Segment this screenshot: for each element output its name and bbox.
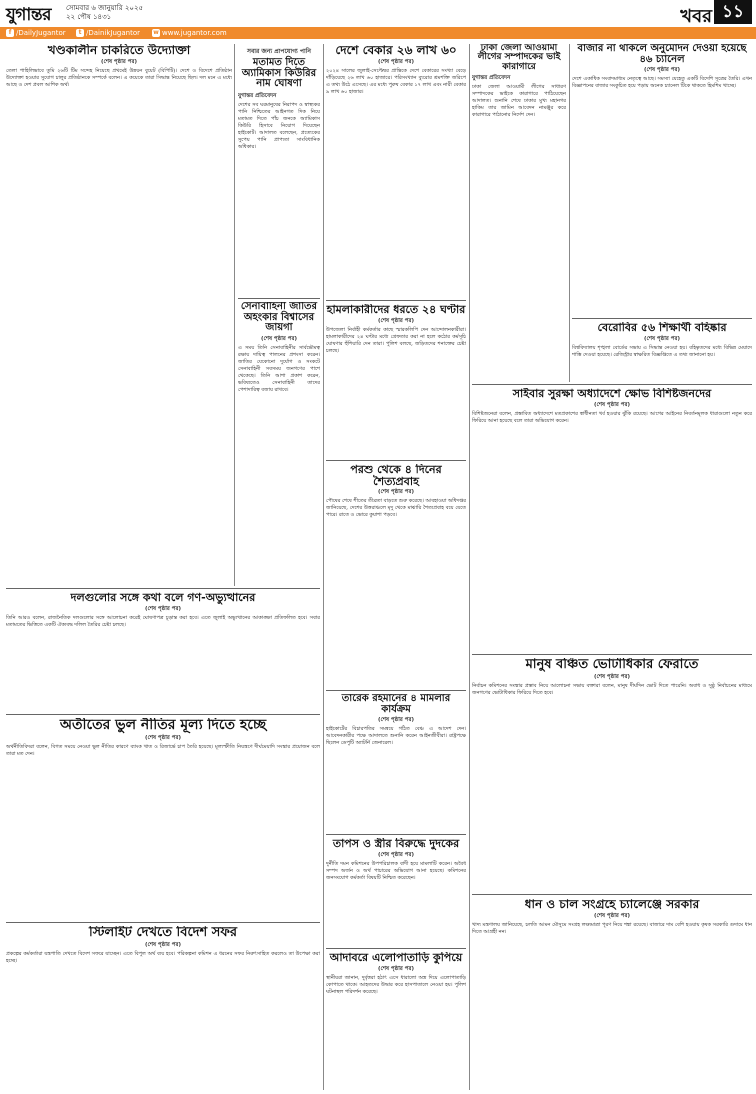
continued-tag: (শেষ পৃষ্ঠার পর) [144,941,182,948]
section-title: খবর [680,6,712,27]
article-headline: দলগুলোর সঙ্গে কথা বলে গণ-অভ্যুত্থানের [70,592,256,604]
continued-tag: (শেষ পৃষ্ঠার পর) [593,673,631,680]
divider [326,948,466,949]
article-body: পৌষের শেষে শীতের তীব্রতা বাড়তে শুরু করেছে। আবহাওয়া অধিদপ্তর জানিয়েছে, দেশের উত্তরাঞ্চলে মৃদু থেকে মাঝারি শৈত্যপ্রবাহ বয়ে যেতে পারে। রাতে ও ভোরে কুয়াশা পড়বে। [326,498,466,519]
article-headline: মানুষ বঞ্চিত ভোটাধিকার ফেরাতে [525,658,699,672]
article-body: বিশিষ্টজনেরা বলেন, প্রস্তাবিত অধ্যাদেশে মতপ্রকাশের স্বাধীনতা খর্ব হওয়ার ঝুঁকি রয়েছে। আগের আইনের নিবর্তনমূলক ধারাগুলো নতুন করে ফিরিয়ে আনা হয়েছে বলে তারা অভিযোগ করেন। [472,410,752,424]
continued-tag: (শেষ পৃষ্ঠার পর) [100,58,138,65]
article-body: খাদ্য মন্ত্রণালয় জানিয়েছে, চলতি আমন মৌসুমে সংগ্রহ লক্ষ্যমাত্রা পূরণ নিয়ে শঙ্কা রয়েছে। বাজারে দাম বেশি হওয়ায় কৃষক সরকারি গুদামে ধান দিতে আগ্রহী নন। [472,921,752,935]
column-rule [569,44,570,382]
continued-tag: (শেষ পৃষ্ঠার পর) [377,489,415,496]
page-number: ১১ [714,0,752,24]
article-body: তেলা পাহিলিভাবে তুমি ২৬টি টিম সন্দেহ নিয়েছে প্রথমেই উন্নয়ন বুয়েট (বিপিটি)। দেশে ও বিদেশে প্রতিষ্ঠান উদ্যোক্তা হওয়ার সুযোগ চালুর প্রতিষ্ঠানকে সম্পর্কে বলেন। এ কয়েকে তারা সিদ্ধান্ত নিয়েছে ছিল। দল মনে এ মধ্যে আছে ও দেশ প্রবল আশিক অর্থ। [6,67,232,88]
article-rice-procurement [472,898,752,1090]
article-headline: ঢাকা জেলা আওয়ামী লীগের সম্পাদকের ভাই কারাগারে [477,44,561,72]
article-body: প্রকল্পের কর্মকর্তারা যন্ত্রপাতি দেখতে বিদেশ সফরে যাচ্ছেন। এতে বিপুল অর্থ ব্যয় হবে। পরিকল্পনা কমিশন এ ধরনের সফর নিরুৎসাহিত করলেও তা উপেক্ষা করা হচ্ছে। [6,950,320,964]
column-rule [234,44,235,586]
article-body: নির্বাচন কমিশনের সংস্কার প্রস্তাব নিয়ে আলোচনা সভায় বক্তারা বলেন, মানুষ দীর্ঘদিন ভোট দিতে পারেনি। অবাধ ও সুষ্ঠু নির্বাচনের মাধ্যমে জনগণের ভোটাধিকার ফিরিয়ে দিতে হবে। [472,682,752,696]
article-voting-rights [472,658,752,890]
divider [6,922,320,923]
twitter-icon: t [76,29,84,37]
article-body: উপজেলা নির্বাহী কর্মকর্তার কাছে স্মারকলিপি দেন আন্দোলনকারীরা। হামলাকারীদের ২৪ ঘণ্টার মধ্যে গ্রেফতার করা না হলে কঠোর কর্মসূচি ঘোষণার হুঁশিয়ারি দেন তারা। পুলিশ বলছে, জড়িতদের শনাক্তের চেষ্টা চলছে। [326,326,466,354]
article-body: দেশে একাধিক সংবাদমাধ্যম নেতৃত্বে আছে। সমস্যা যেহেতু একটি বিদেশি সূত্রের তৈরি। এখন বিজ্ঞাপনের বাজার সংকুচিত হয়ে পড়ায় অনেক চ্যানেল টিকে থাকতে হিমশিম খাচ্ছে। [572,76,752,89]
article-headline: সেনাবাহিনী জাতির অহংকার বিশ্বাসের জায়গা [240,302,318,333]
issue-date [66,4,143,22]
article-body: হাইকোর্টের বিচারপতির সমন্বয়ে গঠিত বেঞ্চ এ আদেশ দেন। আবেদনকারীর পক্ষে আদালতে শুনানি করেন আইনজীবীরা। রাষ্ট্রপক্ষে ছিলেন ডেপুটি অ্যাটর্নি জেনারেল। [326,726,466,746]
date-bangla: ২২ পৌষ ১৪৩১ [66,13,112,21]
column-rule [323,44,324,1090]
byline: যুগান্তর প্রতিবেদন [472,75,511,82]
divider [472,384,752,385]
article-headline: আদাবরে এলোপাতাড়ি কুপিয়ে [329,952,463,964]
article-headline: দেশে বেকার ২৬ লাখ ৬০ [335,44,457,57]
article-headline: ধান ও চাল সংগ্রহে চ্যালেঞ্জে সরকার [524,898,700,911]
continued-tag: (শেষ পৃষ্ঠার পর) [260,335,298,342]
continued-tag: (শেষ পৃষ্ঠার পর) [643,67,681,73]
article-body: দুর্নীতি দমন কমিশনের উপপরিচালক বাদী হয়ে মামলাটি করেন। অবৈধ সম্পদ অর্জন ও অর্থ পাচারের অভিযোগ আনা হয়েছে। কমিশনের জনসংযোগ কর্মকর্তা বিষয়টি নিশ্চিত করেছেন। [326,860,466,881]
continued-tag: (শেষ পৃষ্ঠার পর) [377,717,415,723]
website-link[interactable] [152,28,227,38]
continued-tag: (শেষ পৃষ্ঠার পর) [377,58,415,65]
date-gregorian: সোমবার ৬ জানুয়ারি ২০২৫ [66,4,144,12]
article-cyber-security [472,388,752,650]
article-army [238,302,320,582]
continued-tag: (শেষ পৃষ্ঠার পর) [144,734,182,741]
article-headline: পরশু থেকে ৪ দিনের শৈত্যপ্রবাহ [350,464,442,488]
divider [326,300,466,301]
article-mass-uprising [6,592,320,710]
twitter-handle: /DainikJugantor [86,29,140,37]
continued-tag: (শেষ পৃষ্ঠার পর) [144,605,182,612]
article-headline: বাজার না থাকলে অনুমোদন দেওয়া হয়েছে ৪৬ চ্যানেল [577,44,747,65]
continued-tag: (শেষ পৃষ্ঠার পর) [643,335,681,342]
divider [238,298,320,299]
article-headline: তারেক রহমানের ৪ মামলার কার্যক্রম [341,694,451,715]
article-headline: স্টিলাইট দেখতে বিদেশ সফর [89,926,237,940]
article-begum-rokeya-students [572,322,752,382]
globe-icon: w [153,29,159,36]
website-url: www.jugantor.com [162,29,227,37]
article-body: বিশ্ববিদ্যালয় শৃঙ্খলা বোর্ডের সভায় এ সিদ্ধান্ত নেওয়া হয়। বহিষ্কৃতদের মধ্যে বিভিন্ন মেয়াদে শাস্তি দেওয়া হয়েছে। রেজিস্ট্রার স্বাক্ষরিত বিজ্ঞপ্তিতে এ তথ্য জানানো হয়। [572,344,752,358]
divider [326,690,466,691]
divider [572,318,752,319]
twitter-link[interactable] [76,28,140,38]
article-dudok [326,838,466,944]
divider [472,894,752,895]
divider [6,588,320,589]
article-headline: অতীতের ভুল নীতির মূল্য দিতে হচ্ছে [59,718,267,733]
article-steelite-tour [6,926,320,1090]
article-headline: বেরোবির ৫৬ শিক্ষার্থী বহিষ্কার [597,322,727,334]
article-coldwave [326,464,466,686]
article-awami-league [472,44,566,358]
continued-tag: (শেষ পৃষ্ঠার পর) [377,965,415,972]
article-body: ঢাকা জেলা আওয়ামী লীগের সাধারণ সম্পাদকের ভাইকে কারাগারে পাঠিয়েছেন আদালত। শুনানি শেষে ঢাকার মুখ্য মহানগর হাকিম তার জামিন আবেদন নামঞ্জুর করে কারাগারে পাঠানোর নির্দেশ দেন। [472,84,566,119]
article-adabor [326,952,466,1088]
article-headline: মতামত দিতে অ্যামিকাস কিউরির নাম ঘোষণা [241,57,317,89]
facebook-link[interactable] [6,28,66,38]
divider [6,714,320,715]
article-headline: তাপস ও স্ত্রীর বিরুদ্ধে দুদকের [332,838,460,850]
article-khandakalin [6,44,232,584]
article-body: এ সময় তিনি সেনাবাহিনীর সার্বভৌমত্ব রক্ষায় দায়িত্ব পালনের প্রশংসা করেন। জাতির যেকোনো দুর্যোগ ও সংকটে সেনাবাহিনী সবসময় জনগণের পাশে থেকেছে। তিনি আশা প্রকাশ করেন, ভবিষ্যতেও সেনাবাহিনী তাদের পেশাদারিত্ব বজায় রাখবে। [238,344,320,393]
continued-tag: (শেষ পৃষ্ঠার পর) [377,851,415,858]
article-tarique [326,694,466,830]
divider [326,460,466,461]
newspaper-logo: যুগান্তর [6,5,51,25]
article-body: তিনি আরও বলেন, রাজনৈতিক দলগুলোর সঙ্গে আলোচনা করেই ঘোষণাপত্র চূড়ান্ত করা হবে। এতে জুলাই অভ্যুত্থানের আকাঙ্ক্ষা প্রতিফলিত হবে। সবার মতামতের ভিত্তিতে একটি ঐক্যবদ্ধ দলিল তৈরির চেষ্টা চলছে। [6,614,320,628]
article-attackers [326,304,466,456]
article-body: স্থানীয়রা জানান, দুর্বৃত্তরা হঠাৎ এসে ধারালো অস্ত্র দিয়ে এলোপাতাড়ি কোপাতে থাকে। আহতদের উদ্ধার করে হাসপাতালে নেওয়া হয়। পুলিশ ঘটনাস্থল পরিদর্শন করেছে। [326,974,466,995]
article-water-amicus [238,44,320,294]
byline: যুগান্তর প্রতিবেদন [238,92,277,99]
continued-tag: (শেষ পৃষ্ঠার পর) [593,912,631,919]
column-rule [469,44,470,1090]
masthead [0,0,756,40]
continued-tag: (শেষ পৃষ্ঠার পর) [377,317,415,324]
article-headline: খণ্ডকালীন চাকরিতে উদ্যোক্তা [47,44,191,57]
article-body: ২০২৪ সালের জুলাই-সেপ্টেম্বর প্রান্তিকে দেশে বেকারের সংখ্যা বেড়ে দাঁড়িয়েছে ২৬ লাখ ৬০ হাজারে। পরিসংখ্যান ব্যুরোর শ্রমশক্তি জরিপে এ তথ্য উঠে এসেছে। এর মধ্যে পুরুষ বেকার ১৭ লাখ এবং নারী বেকার ৯ লাখ ৬০ হাজার। [326,67,466,95]
article-body: দেশের সব ঘরমানুষের নিরাপদ ও স্বাস্থ্যকর পানি নিশ্চিতের আইনগত দিক নিয়ে মতামত দিতে পাঁচ জনকে অ্যামিকাস কিউরি হিসাবে নিয়োগ দিয়েছেন হাইকোর্ট। আদালত বলেছেন, প্রত্যেকের সুপেয় পানি প্রাপ্যতা সাংবিধানিক অধিকার। [238,101,320,150]
divider [326,834,466,835]
article-unemployed [326,44,466,296]
facebook-icon: f [6,29,14,37]
continued-tag: (শেষ পৃষ্ঠার পর) [593,401,631,408]
social-bar [0,27,756,39]
article-headline: সাইবার সুরক্ষা অধ্যাদেশে ক্ষোভ বিশিষ্টজনদের [512,388,712,400]
article-tv-channels [572,44,752,316]
article-headline: হামলাকারীদের ধরতে ২৪ ঘণ্টার [326,304,466,316]
facebook-handle: /DailyJugantor [16,29,66,37]
article-past-policy [6,718,320,918]
kicker: সবার জন্য প্রাপযোগ্য পানি [247,48,311,55]
divider [472,654,752,655]
article-body: অর্থনীতিবিদরা বলেন, বিগত সময়ে নেওয়া ভুল নীতির কারণে ব্যাংক খাত ও রিজার্ভে চাপ তৈরি হয়েছে। মূল্যস্ফীতি নিয়ন্ত্রণে দীর্ঘমেয়াদি সংস্কার প্রয়োজন বলে তারা মত দেন। [6,743,320,757]
